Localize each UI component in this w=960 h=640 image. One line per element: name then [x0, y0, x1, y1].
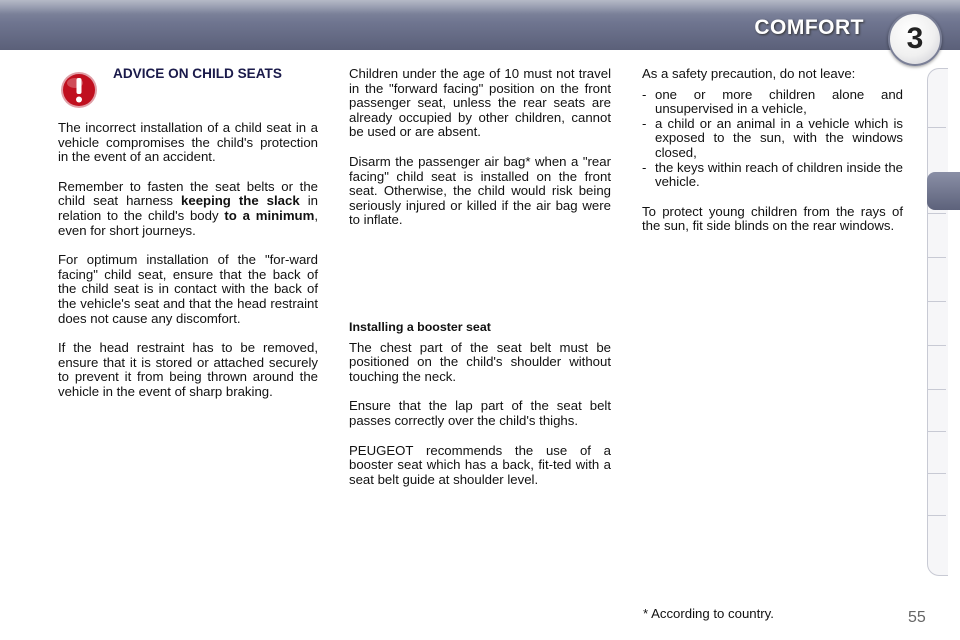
- list-intro: As a safety precaution, do not leave:: [642, 66, 856, 81]
- chapter-number-badge: 3: [888, 12, 942, 66]
- rail-divider: [928, 213, 946, 214]
- warning-icon: [60, 71, 98, 109]
- paragraph: Ensure that the lap part of the seat belt passes correctly over the child's thighs.: [349, 398, 611, 428]
- bold-text: keeping the slack: [181, 193, 300, 209]
- text-run: in relation to the child's body: [58, 193, 318, 223]
- chapter-title: COMFORT: [754, 16, 864, 39]
- header-shine: [0, 0, 960, 14]
- rail-divider: [928, 473, 946, 474]
- rail-divider: [928, 431, 946, 432]
- rail-divider: [928, 127, 946, 128]
- rail-divider: [928, 515, 946, 516]
- paragraph: PEUGEOT recommends the use of a booster seat which has a back, fit-ted with a seat belt guide at shoulder level.: [349, 442, 611, 487]
- text-run: Remember to fasten the seat belts or the child seat harness: [58, 178, 318, 209]
- safety-list: [642, 88, 903, 190]
- paragraph: If the head restraint has to be removed, ensure that it is stored or attached securely to prevent it from being thrown around the vehicle in the event of sharp braking.: [58, 340, 318, 399]
- paragraph: To protect young children from the rays of the sun, fit side blinds on the rear windows.: [642, 203, 903, 234]
- text-run: , even for short journeys.: [58, 207, 319, 238]
- column-middle: [349, 67, 611, 243]
- footnote: * According to country.: [643, 606, 774, 621]
- list-item: - the keys within reach of children inside the vehicle.: [642, 161, 903, 190]
- column-middle-booster: [349, 320, 611, 502]
- paragraph: For optimum installation of the "for-ward facing" child seat, ensure that the back of the child seat is in contact with the back of the vehicle's seat and that the head restraint does not cause any discomfort.: [58, 252, 318, 326]
- rail-divider: [928, 257, 946, 258]
- active-chapter-tab[interactable]: [927, 172, 960, 210]
- column-right: [642, 67, 903, 249]
- booster-seat-heading: Installing a booster seat: [349, 320, 491, 334]
- bold-text: to a minimum: [224, 207, 315, 223]
- list-item: - a child or an animal in a vehicle which is exposed to the sun, with the windows closed,: [642, 117, 903, 161]
- chapter-tab-rail: [927, 68, 948, 576]
- rail-divider: [928, 301, 946, 302]
- advice-heading: ADVICE ON CHILD SEATS: [113, 66, 282, 81]
- paragraph: The chest part of the seat belt must be positioned on the child's shoulder without touching the neck.: [349, 339, 611, 384]
- paragraph-belt-slack: [58, 180, 318, 238]
- chapter-header-bar: [0, 0, 960, 55]
- rail-divider: [928, 345, 946, 346]
- page-number: 55: [908, 609, 926, 626]
- list-item: - one or more children alone and unsupervised in a vehicle,: [642, 88, 903, 117]
- rail-divider: [928, 389, 946, 390]
- paragraph: Disarm the passenger air bag* when a "rear facing" child seat is installed on the front seat. Otherwise, the child would risk being seriously injured or killed if the air bag were to inflate.: [349, 153, 611, 228]
- paragraph: The incorrect installation of a child seat in a vehicle compromises the child's protection in the event of an accident.: [58, 120, 318, 165]
- column-left: [58, 121, 318, 415]
- paragraph: Children under the age of 10 must not travel in the "forward facing" position on the front passenger seat, unless the rear seats are already occupied by other children, cannot be used or are absent.: [349, 66, 611, 140]
